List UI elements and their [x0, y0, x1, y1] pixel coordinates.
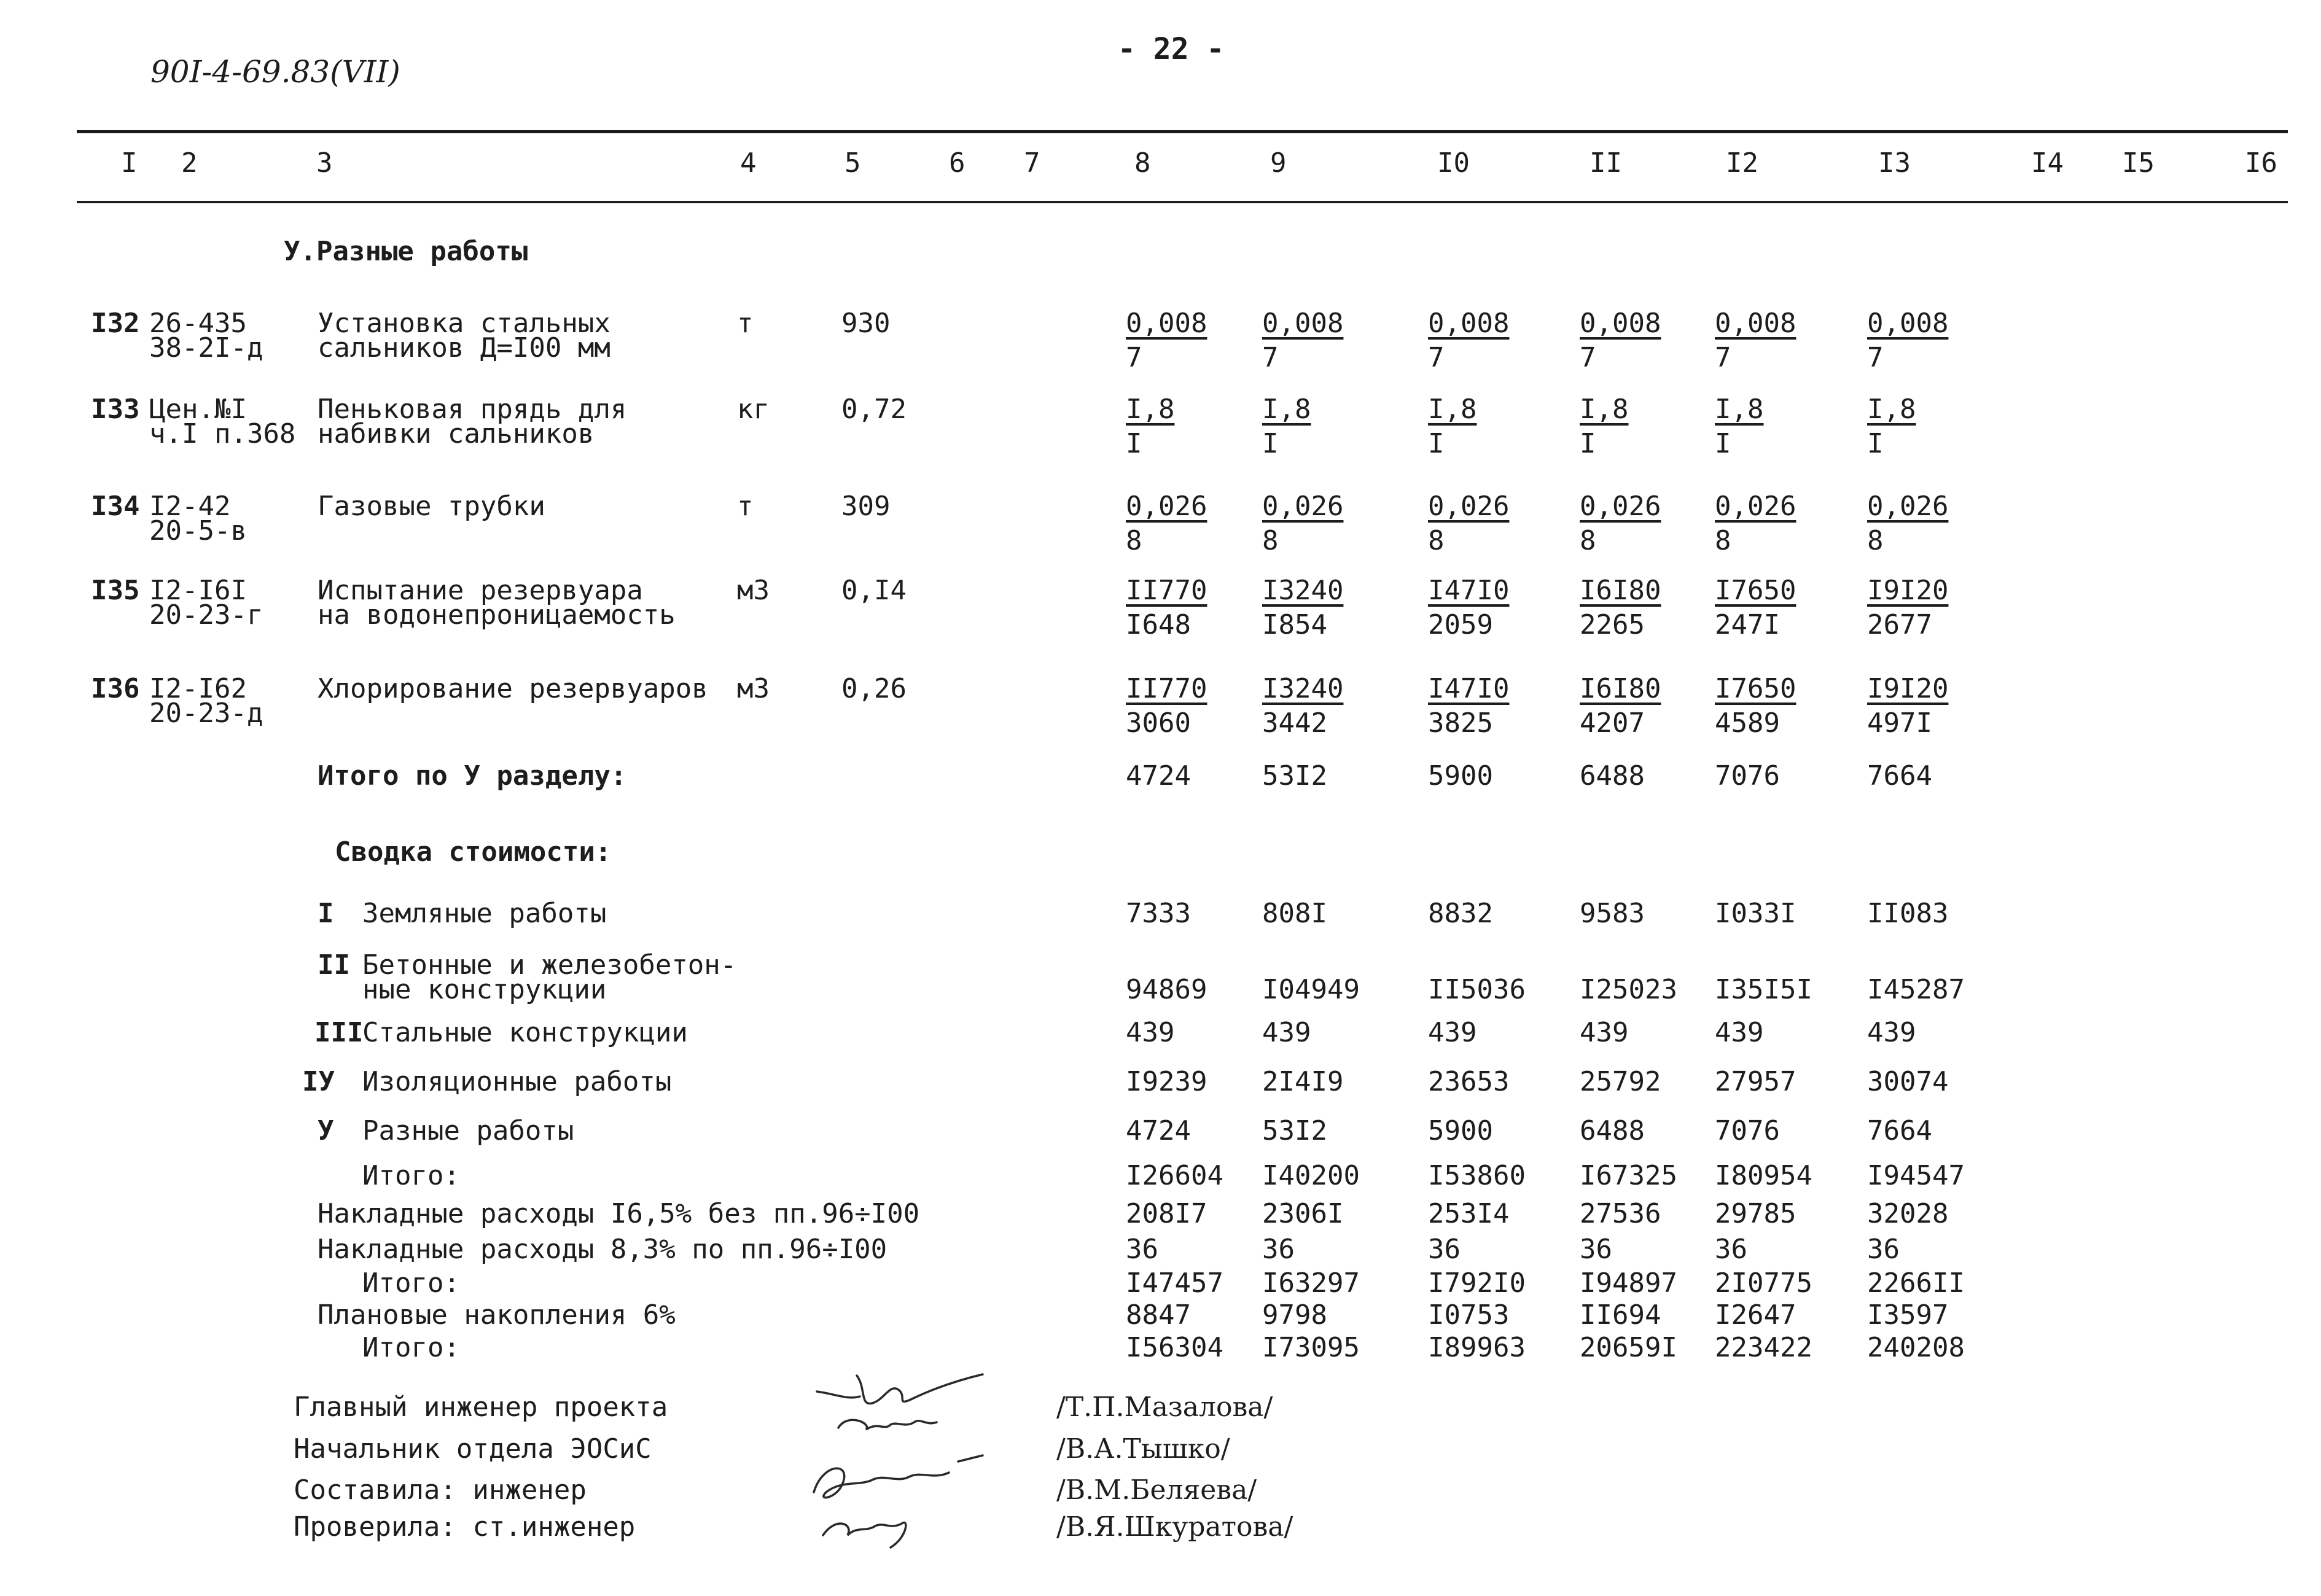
totals-value: 36 [1126, 1234, 1158, 1265]
row-code: I2-42 [149, 491, 231, 522]
value-denominator: 7 [1262, 342, 1279, 373]
value-denominator: I [1867, 428, 1884, 459]
value-numerator: 0,026 [1715, 491, 1796, 522]
summary-value: 808I [1262, 898, 1327, 929]
value-denominator: 4207 [1580, 707, 1645, 739]
row-description-secondary: сальников Д=I00 мм [318, 332, 610, 364]
row-code-secondary: 38-2I-д [149, 332, 263, 364]
value-numerator: I,8 [1126, 394, 1175, 425]
summary-value: 7076 [1715, 1115, 1780, 1146]
summary-label: Изоляционные работы [362, 1066, 672, 1097]
value-denominator: 2677 [1867, 609, 1932, 640]
totals-label: Накладные расходы I6,5% без пп.96÷I00 [318, 1198, 920, 1229]
totals-value: 36 [1428, 1234, 1461, 1265]
totals-value: 32028 [1867, 1198, 1949, 1229]
col-header-13: I3 [1878, 147, 1911, 179]
section-title: У.Разные работы [284, 236, 528, 267]
summary-label-secondary: ные конструкции [362, 974, 607, 1005]
value-numerator: I6I80 [1580, 673, 1661, 704]
summary-value: 439 [1126, 1017, 1175, 1048]
totals-value: I2647 [1715, 1299, 1796, 1331]
col-header-12: I2 [1726, 147, 1758, 179]
value-denominator: I [1126, 428, 1142, 459]
totals-label: Итого: [362, 1160, 460, 1191]
totals-value: I94547 [1867, 1160, 1965, 1191]
value-numerator: 0,008 [1867, 308, 1949, 339]
value-denominator: 8 [1715, 525, 1731, 556]
value-denominator: 7 [1126, 342, 1142, 373]
value-numerator: II770 [1126, 575, 1207, 606]
summary-value: II083 [1867, 898, 1949, 929]
top-rule [77, 130, 2288, 133]
totals-value: 240208 [1867, 1332, 1965, 1363]
row-code-secondary: 20-23-д [149, 698, 263, 729]
section-total-value: 7076 [1715, 760, 1780, 792]
totals-value: I56304 [1126, 1332, 1223, 1363]
totals-value: 36 [1867, 1234, 1900, 1265]
value-numerator: 0,008 [1428, 308, 1510, 339]
value-denominator: I [1262, 428, 1279, 459]
row-unit: м3 [737, 575, 770, 606]
row-quantity: 0,I4 [841, 575, 907, 606]
value-numerator: 0,026 [1428, 491, 1510, 522]
row-code: Цен.№I [149, 394, 247, 425]
totals-value: 8847 [1126, 1299, 1191, 1331]
value-denominator: 3825 [1428, 707, 1493, 739]
value-numerator: 0,026 [1867, 491, 1949, 522]
section-total-value: 7664 [1867, 760, 1932, 792]
totals-label: Накладные расходы 8,3% по пп.96÷I00 [318, 1234, 887, 1265]
header-bottom-rule [77, 201, 2288, 203]
value-denominator: 8 [1580, 525, 1596, 556]
signature-name: /Т.П.Мазалова/ [1056, 1392, 1273, 1423]
totals-value: I26604 [1126, 1160, 1223, 1191]
value-denominator: 8 [1428, 525, 1445, 556]
totals-value: I94897 [1580, 1267, 1677, 1299]
value-denominator: 7 [1580, 342, 1596, 373]
value-numerator: 0,008 [1262, 308, 1344, 339]
summary-value: 27957 [1715, 1066, 1796, 1097]
col-header-4: 4 [740, 147, 757, 179]
summary-value: 439 [1867, 1017, 1916, 1048]
value-numerator: 0,008 [1715, 308, 1796, 339]
handwritten-signatures [798, 1369, 1001, 1554]
totals-value: I3597 [1867, 1299, 1949, 1331]
row-quantity: 930 [841, 308, 891, 339]
value-numerator: I9I20 [1867, 673, 1949, 704]
totals-label: Плановые накопления 6% [318, 1299, 676, 1331]
totals-value: 20659I [1580, 1332, 1677, 1363]
totals-value: I67325 [1580, 1160, 1677, 1191]
row-number: I35 [91, 575, 140, 606]
value-numerator: 0,008 [1126, 308, 1207, 339]
col-header-5: 5 [845, 147, 861, 179]
row-description: Газовые трубки [318, 491, 545, 522]
value-denominator: I [1715, 428, 1731, 459]
row-code: 26-435 [149, 308, 247, 339]
value-denominator: 8 [1126, 525, 1142, 556]
row-code: I2-I6I [149, 575, 247, 606]
summary-value: 53I2 [1262, 1115, 1327, 1146]
row-description-secondary: на водонепроницаемость [318, 599, 676, 631]
summary-value: 6488 [1580, 1115, 1645, 1146]
totals-value: 253I4 [1428, 1198, 1510, 1229]
totals-value: 27536 [1580, 1198, 1661, 1229]
signature-name: /В.А.Тышко/ [1056, 1433, 1230, 1465]
totals-value: I0753 [1428, 1299, 1510, 1331]
col-header-8: 8 [1134, 147, 1151, 179]
summary-value: I033I [1715, 898, 1796, 929]
col-header-7: 7 [1024, 147, 1040, 179]
value-numerator: 0,026 [1126, 491, 1207, 522]
summary-value: 94869 [1126, 974, 1207, 1005]
col-header-3: 3 [316, 147, 333, 179]
col-header-2: 2 [181, 147, 198, 179]
totals-value: I40200 [1262, 1160, 1360, 1191]
value-numerator: II770 [1126, 673, 1207, 704]
value-numerator: I,8 [1867, 394, 1916, 425]
value-denominator: 8 [1262, 525, 1279, 556]
col-header-14: I4 [2031, 147, 2064, 179]
summary-value: I25023 [1580, 974, 1677, 1005]
summary-value: I9239 [1126, 1066, 1207, 1097]
value-numerator: 0,008 [1580, 308, 1661, 339]
row-code-secondary: ч.I п.368 [149, 418, 296, 450]
totals-value: I53860 [1428, 1160, 1526, 1191]
summary-title: Сводка стоимости: [335, 836, 612, 868]
doc-code: 90I-4-69.83(VII) [150, 54, 400, 90]
value-numerator: I47I0 [1428, 575, 1510, 606]
summary-value: II5036 [1428, 974, 1526, 1005]
summary-roman-numeral: III [314, 1017, 364, 1048]
value-denominator: 4589 [1715, 707, 1780, 739]
totals-value: I792I0 [1428, 1267, 1526, 1299]
summary-value: 439 [1580, 1017, 1629, 1048]
value-numerator: I3240 [1262, 575, 1344, 606]
summary-value: 25792 [1580, 1066, 1661, 1097]
row-unit: м3 [737, 673, 770, 704]
totals-label: Итого: [362, 1267, 460, 1299]
summary-value: 439 [1262, 1017, 1311, 1048]
value-numerator: 0,026 [1580, 491, 1661, 522]
row-description: Испытание резервуара [318, 575, 643, 606]
totals-value: 2I0775 [1715, 1267, 1812, 1299]
row-quantity: 0,72 [841, 394, 907, 425]
value-numerator: I9I20 [1867, 575, 1949, 606]
summary-value: 4724 [1126, 1115, 1191, 1146]
row-code-secondary: 20-23-г [149, 599, 263, 631]
totals-value: 9798 [1262, 1299, 1327, 1331]
value-denominator: I [1580, 428, 1596, 459]
col-header-1: I [121, 147, 138, 179]
value-numerator: I,8 [1428, 394, 1477, 425]
value-numerator: I6I80 [1580, 575, 1661, 606]
value-numerator: I,8 [1262, 394, 1311, 425]
row-unit: т [737, 491, 754, 522]
value-denominator: 497I [1867, 707, 1932, 739]
summary-value: 23653 [1428, 1066, 1510, 1097]
summary-value: 5900 [1428, 1115, 1493, 1146]
page-number: - 22 - [1118, 32, 1225, 66]
row-quantity: 309 [841, 491, 891, 522]
totals-value: II694 [1580, 1299, 1661, 1331]
section-total-value: 5900 [1428, 760, 1493, 792]
totals-value: I89963 [1428, 1332, 1526, 1363]
summary-value: I45287 [1867, 974, 1965, 1005]
signature-role: Главный инженер проекта [294, 1392, 668, 1423]
row-number: I33 [91, 394, 140, 425]
summary-roman-numeral: IУ [302, 1066, 335, 1097]
totals-label: Итого: [362, 1332, 460, 1363]
summary-value: 8832 [1428, 898, 1493, 929]
section-total-value: 4724 [1126, 760, 1191, 792]
value-numerator: I3240 [1262, 673, 1344, 704]
summary-value: I04949 [1262, 974, 1360, 1005]
row-code-secondary: 20-5-в [149, 515, 247, 547]
value-denominator: 7 [1715, 342, 1731, 373]
row-code: I2-I62 [149, 673, 247, 704]
col-header-15: I5 [2122, 147, 2155, 179]
value-denominator: I [1428, 428, 1445, 459]
summary-label: Бетонные и железобетон- [362, 949, 737, 981]
row-description: Установка стальных [318, 308, 610, 339]
row-description: Пеньковая прядь для [318, 394, 627, 425]
signature-role: Проверила: ст.инженер [294, 1511, 636, 1543]
totals-value: 208I7 [1126, 1198, 1207, 1229]
row-description-secondary: набивки сальников [318, 418, 595, 450]
summary-value: 30074 [1867, 1066, 1949, 1097]
section-total-label: Итого по У разделу: [318, 760, 627, 792]
row-number: I32 [91, 308, 140, 339]
row-unit: кг [737, 394, 770, 425]
col-header-10: I0 [1437, 147, 1470, 179]
value-numerator: 0,026 [1262, 491, 1344, 522]
totals-value: 29785 [1715, 1198, 1796, 1229]
value-numerator: I,8 [1580, 394, 1629, 425]
totals-value: 2306I [1262, 1198, 1344, 1229]
value-denominator: I648 [1126, 609, 1191, 640]
summary-value: 7333 [1126, 898, 1191, 929]
signature-name: /В.Я.Шкуратова/ [1056, 1511, 1293, 1543]
summary-label: Земляные работы [362, 898, 607, 929]
summary-value: 9583 [1580, 898, 1645, 929]
section-total-value: 6488 [1580, 760, 1645, 792]
value-denominator: 247I [1715, 609, 1780, 640]
value-denominator: 3060 [1126, 707, 1191, 739]
summary-value: I35I5I [1715, 974, 1812, 1005]
value-numerator: I7650 [1715, 575, 1796, 606]
summary-label: Стальные конструкции [362, 1017, 688, 1048]
signature-role: Начальник отдела ЭОСиС [294, 1433, 652, 1465]
summary-value: 439 [1715, 1017, 1764, 1048]
value-numerator: I47I0 [1428, 673, 1510, 704]
totals-value: 36 [1262, 1234, 1295, 1265]
totals-value: 36 [1580, 1234, 1612, 1265]
summary-value: 7664 [1867, 1115, 1932, 1146]
summary-label: Разные работы [362, 1115, 574, 1146]
totals-value: 36 [1715, 1234, 1747, 1265]
totals-value: I47457 [1126, 1267, 1223, 1299]
value-denominator: 2265 [1580, 609, 1645, 640]
totals-value: I73095 [1262, 1332, 1360, 1363]
col-header-6: 6 [949, 147, 965, 179]
row-quantity: 0,26 [841, 673, 907, 704]
row-number: I36 [91, 673, 140, 704]
col-header-11: II [1590, 147, 1622, 179]
totals-value: I80954 [1715, 1160, 1812, 1191]
summary-roman-numeral: I [318, 898, 334, 929]
totals-value: 223422 [1715, 1332, 1812, 1363]
value-denominator: 7 [1867, 342, 1884, 373]
value-denominator: 3442 [1262, 707, 1327, 739]
col-header-9: 9 [1270, 147, 1287, 179]
value-denominator: I854 [1262, 609, 1327, 640]
signature-name: /В.М.Беляева/ [1056, 1474, 1257, 1506]
row-unit: т [737, 308, 754, 339]
row-number: I34 [91, 491, 140, 522]
totals-value: 2266II [1867, 1267, 1965, 1299]
summary-value: 2I4I9 [1262, 1066, 1344, 1097]
signature-role: Составила: инженер [294, 1474, 587, 1506]
col-header-16: I6 [2245, 147, 2277, 179]
summary-roman-numeral: У [318, 1115, 334, 1146]
totals-value: I63297 [1262, 1267, 1360, 1299]
value-denominator: 8 [1867, 525, 1884, 556]
value-denominator: 7 [1428, 342, 1445, 373]
value-numerator: I,8 [1715, 394, 1764, 425]
value-numerator: I7650 [1715, 673, 1796, 704]
summary-roman-numeral: II [318, 949, 350, 981]
row-description: Хлорирование резервуаров [318, 673, 708, 704]
section-total-value: 53I2 [1262, 760, 1327, 792]
value-denominator: 2059 [1428, 609, 1493, 640]
summary-value: 439 [1428, 1017, 1477, 1048]
